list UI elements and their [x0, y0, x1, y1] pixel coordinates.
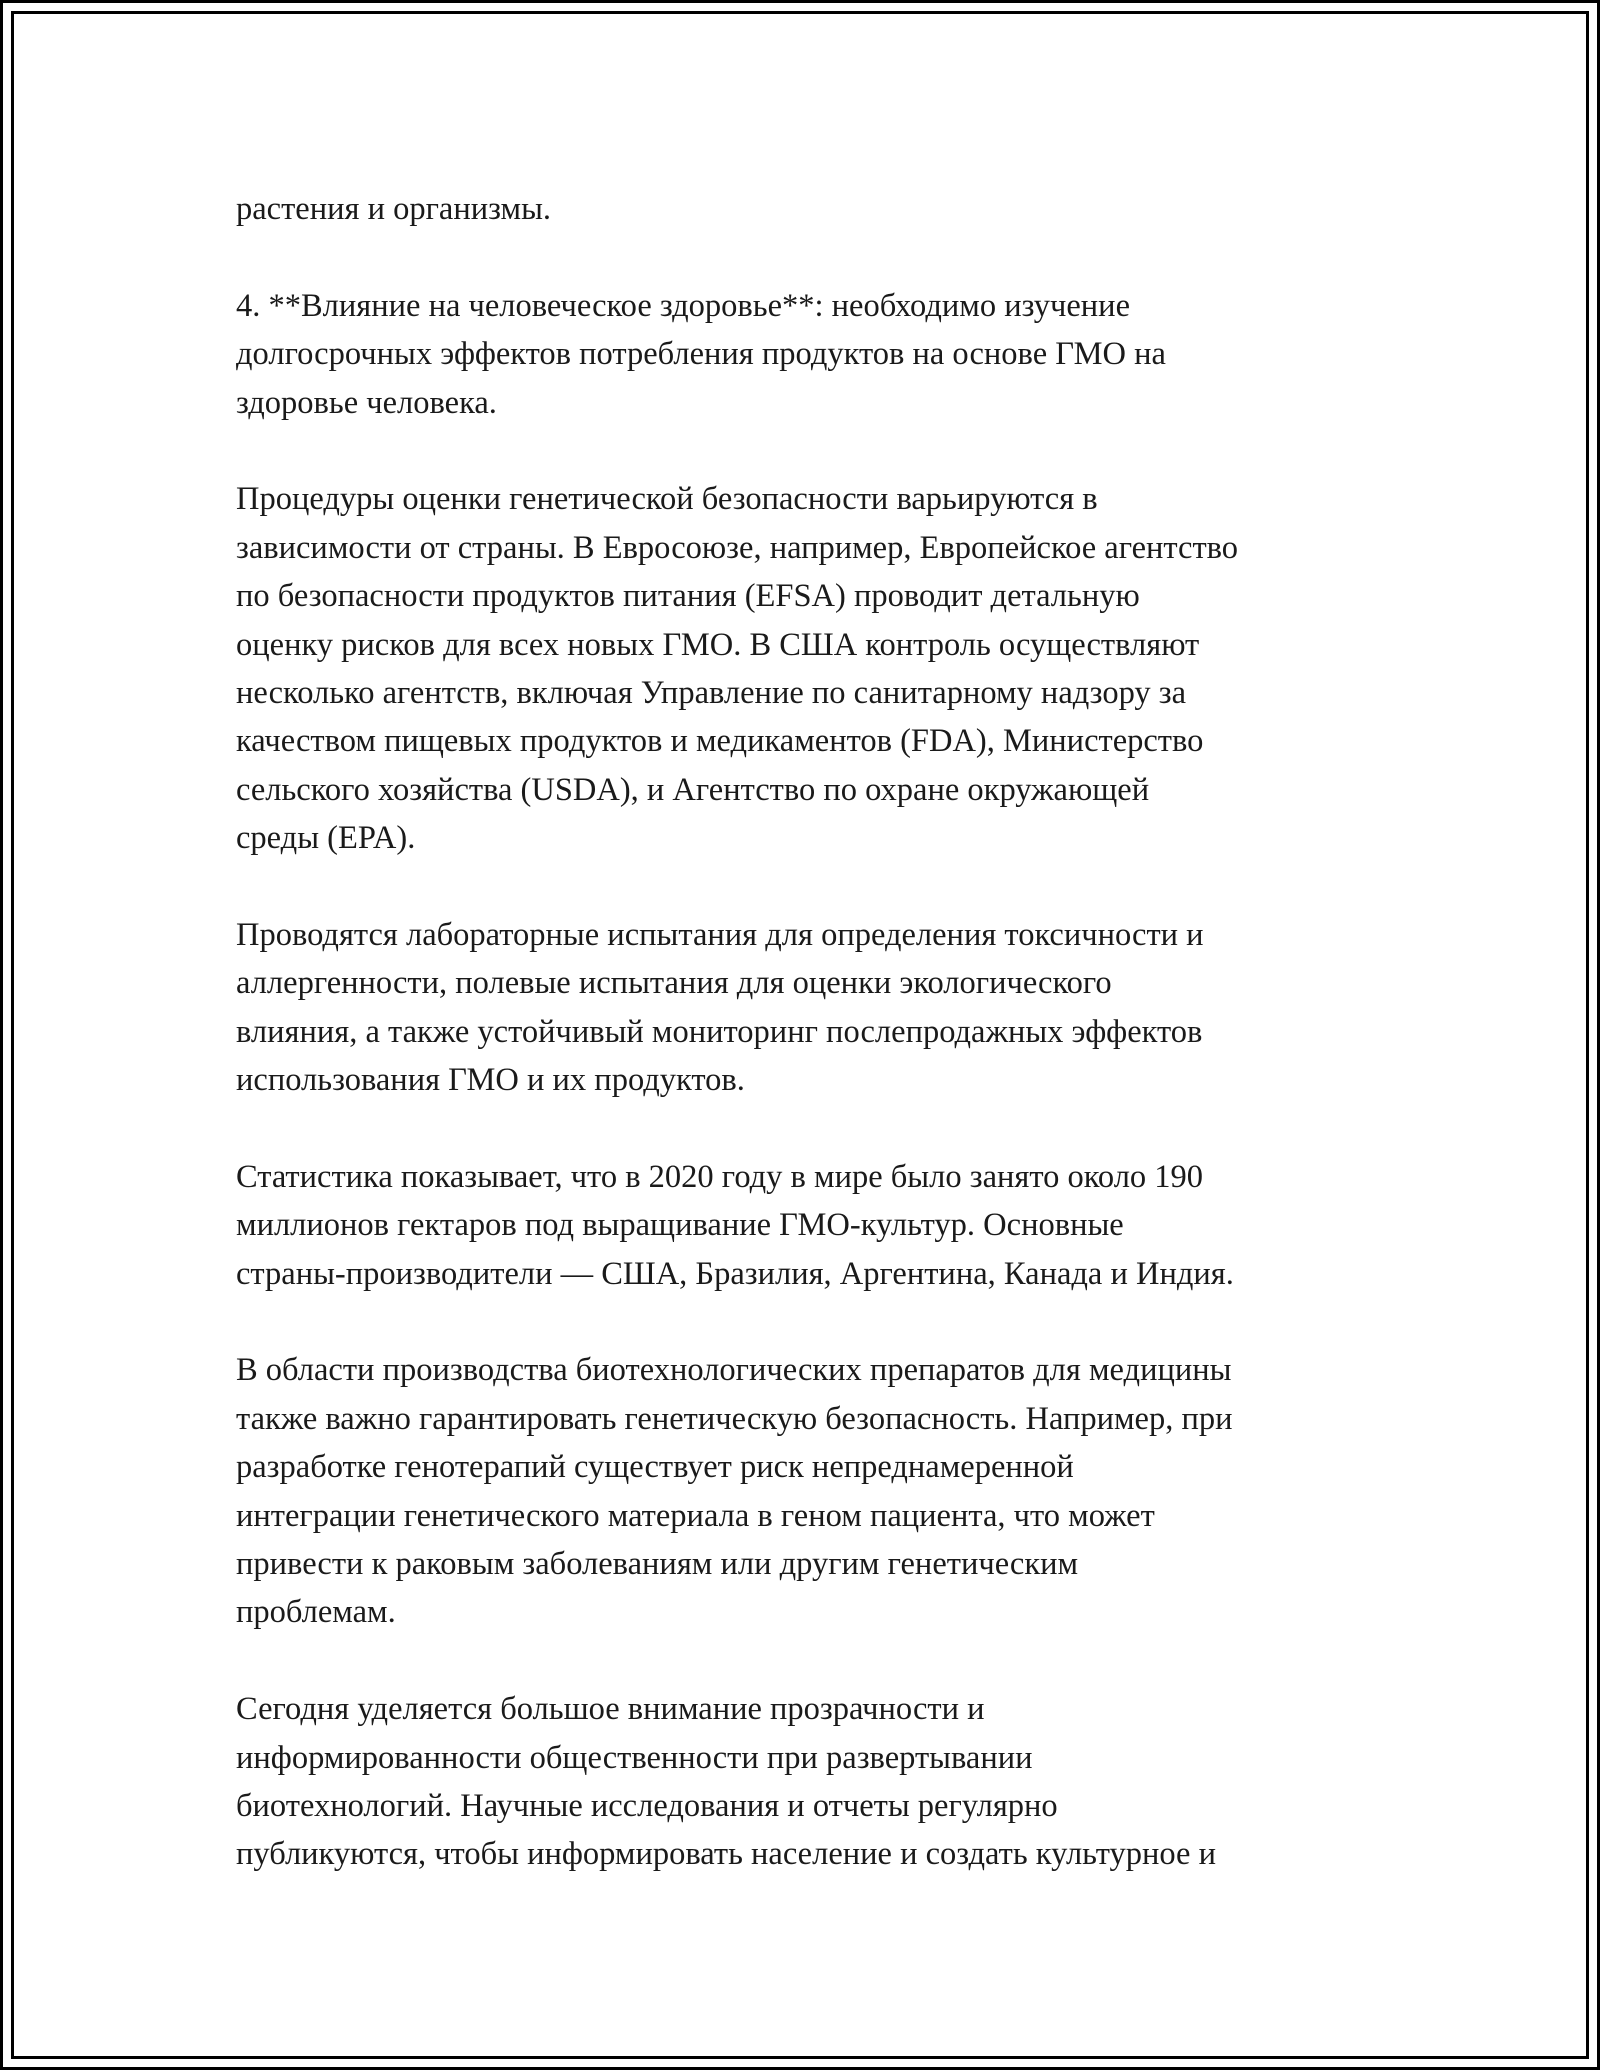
text-line: по безопасности продуктов питания (EFSA) проводит детальную [236, 578, 1140, 615]
text-line: оценку рисков для всех новых ГМО. В США контроль осуществляют [236, 626, 1200, 663]
paragraph [236, 1346, 1396, 1636]
text-line: Статистика показывает, что в 2020 году в мире было занято около 190 [236, 1158, 1204, 1195]
text-line: зависимости от страны. В Евросоюзе, например, Европейское агентство [236, 529, 1239, 566]
text-line: интеграции генетического материала в геном пациента, что может [236, 1497, 1155, 1534]
text-line: растения и организмы. [236, 191, 552, 227]
text-line: несколько агентств, включая Управление по санитарному надзору за [236, 674, 1187, 711]
paragraph-gap [236, 1104, 1396, 1152]
text-line: среды (EPA). [236, 820, 416, 857]
paragraph [236, 282, 1396, 427]
text-line: Сегодня уделяется большое внимание прозрачности и [236, 1691, 985, 1728]
text-line: публикуются, чтобы информировать население и создать культурное и [236, 1836, 1216, 1873]
text-line: привести к раковым заболеваниям или другим генетическим [236, 1545, 1079, 1582]
text-line: В области производства биотехнологических препаратов для медицины [236, 1352, 1232, 1389]
text-line: миллионов гектаров под выращивание ГМО-культур. Основные [236, 1207, 1124, 1244]
text-line: влияния, а также устойчивый мониторинг послепродажных эффектов [236, 1013, 1203, 1050]
paragraph-gap [236, 427, 1396, 475]
text-line: аллергенности, полевые испытания для оценки экологического [236, 965, 1112, 1002]
text-line: Процедуры оценки генетической безопасности варьируются в [236, 481, 1098, 518]
paragraph-gap [236, 1298, 1396, 1346]
text-line: также важно гарантировать генетическую безопасность. Например, при [236, 1400, 1233, 1437]
paragraph [236, 911, 1396, 1105]
paragraph [236, 475, 1396, 862]
paragraph [236, 1153, 1396, 1298]
text-line: сельского хозяйства (USDA), и Агентство по охране окружающей [236, 771, 1150, 808]
text-line: информированности общественности при развертывании [236, 1739, 1033, 1776]
text-line: использования ГМО и их продуктов. [236, 1062, 745, 1099]
text-line: биотехнологий. Научные исследования и отчеты регулярно [236, 1787, 1058, 1824]
paragraph [236, 185, 1396, 233]
text-line: долгосрочных эффектов потребления продуктов на основе ГМО на [236, 336, 1166, 373]
paragraph [236, 1685, 1396, 1879]
document-body [236, 185, 1396, 1879]
text-line: здоровье человека. [236, 384, 497, 421]
paragraph-gap [236, 1637, 1396, 1685]
text-line: 4. **Влияние на человеческое здоровье**: необходимо изучение [236, 287, 1130, 324]
text-line: проблемам. [236, 1594, 396, 1631]
text-line: качеством пищевых продуктов и медикаментов (FDA), Министерство [236, 723, 1204, 760]
text-line: Проводятся лабораторные испытания для определения токсичности и [236, 916, 1204, 953]
text-line: страны-производители — США, Бразилия, Аргентина, Канада и Индия. [236, 1255, 1234, 1292]
text-line: разработке генотерапий существует риск непреднамеренной [236, 1449, 1074, 1486]
paragraph-gap [236, 233, 1396, 281]
paragraph-gap [236, 862, 1396, 910]
